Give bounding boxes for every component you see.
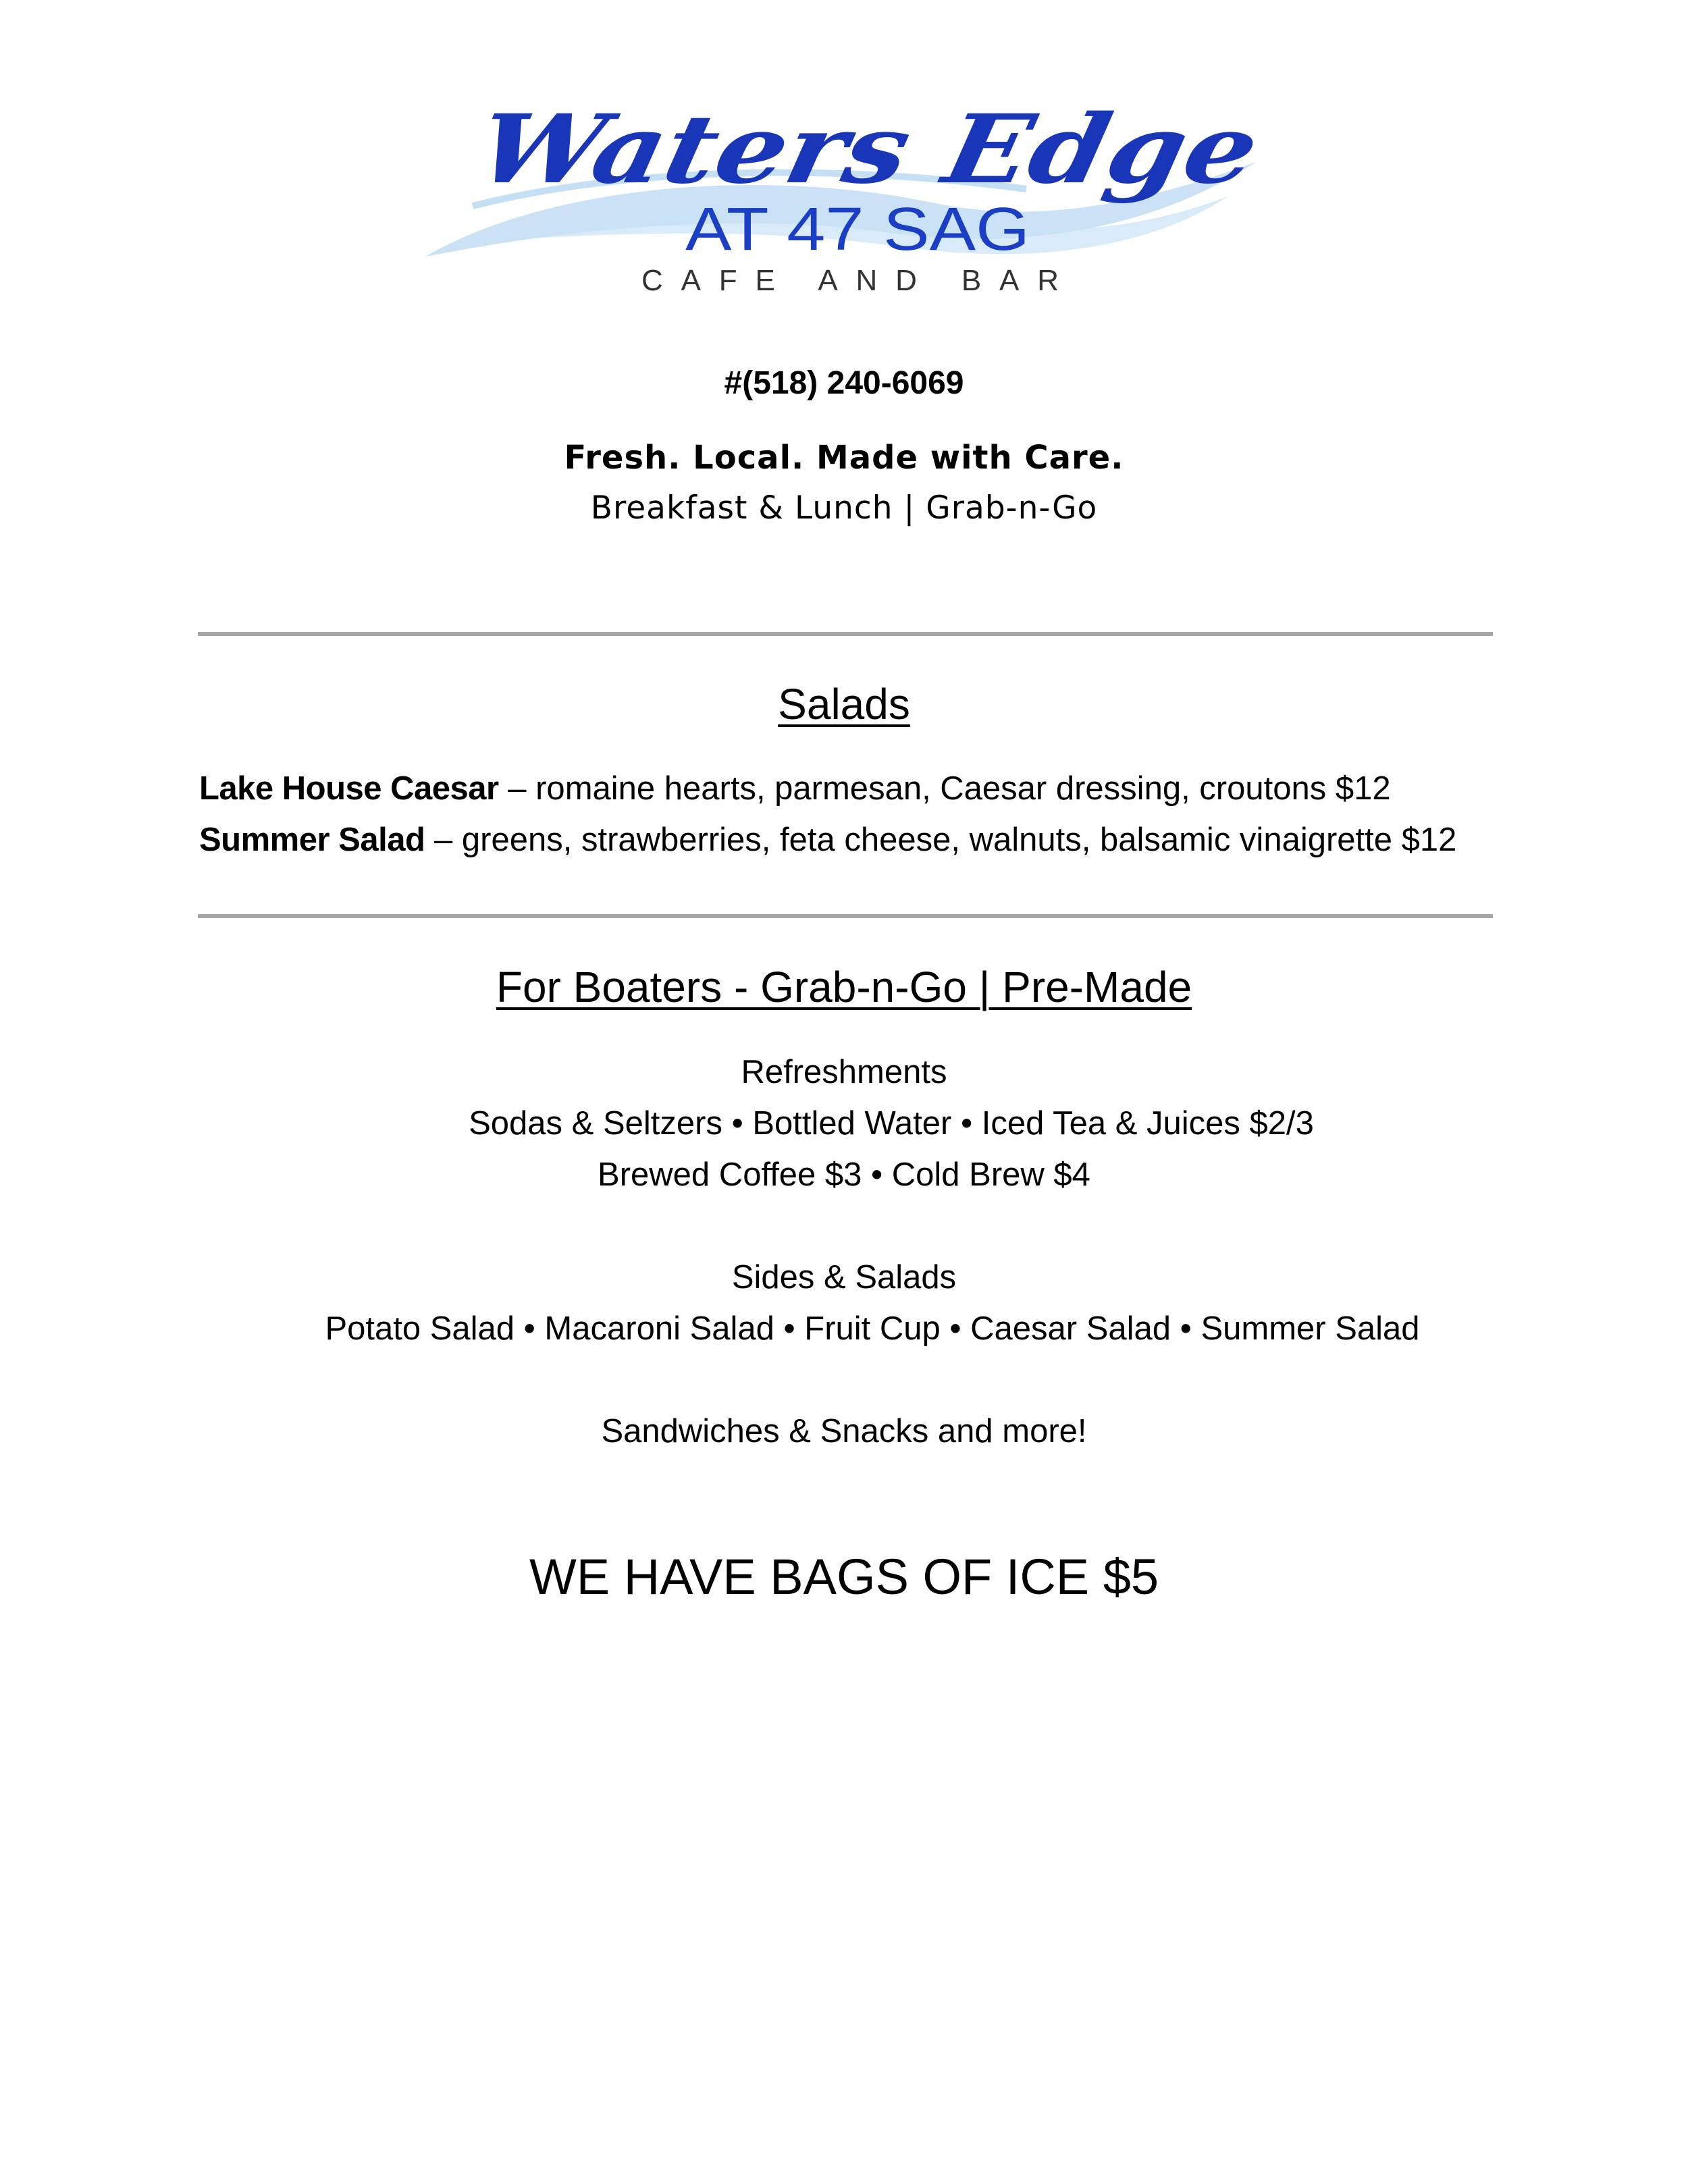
service-subtitle: Breakfast & Lunch | Grab-n-Go — [590, 489, 1098, 527]
menu-item — [199, 821, 1456, 859]
refreshments-line: Sodas & Seltzers • Bottled Water • Iced Tea & Juices $2/3 — [469, 1105, 1314, 1142]
boaters-heading: For Boaters - Grab-n-Go | Pre-Made — [496, 963, 1192, 1011]
divider — [198, 914, 1493, 918]
waters-edge-logo — [419, 88, 1276, 304]
menu-item-name: Lake House Caesar — [199, 770, 499, 807]
more-items-line: Sandwiches & Snacks and more! — [601, 1413, 1087, 1449]
logo-tagline-text: CAFE AND BAR — [641, 264, 1074, 297]
menu-item — [199, 770, 1391, 807]
sides-title: Sides & Salads — [731, 1259, 957, 1296]
phone-number: #(518) 240-6069 — [724, 365, 964, 401]
menu-item-description: – romaine hearts, parmesan, Caesar dressing, croutons $12 — [498, 770, 1391, 807]
sides-line: Potato Salad • Macaroni Salad • Fruit Cup • Caesar Salad • Summer Salad — [325, 1310, 1420, 1347]
refreshments-line: Brewed Coffee $3 • Cold Brew $4 — [598, 1156, 1090, 1193]
salads-heading: Salads — [778, 680, 910, 728]
divider — [198, 632, 1493, 636]
menu-item-name: Summer Salad — [199, 822, 425, 858]
refreshments-title: Refreshments — [741, 1054, 947, 1090]
logo-script-text: Waters Edge — [468, 94, 1155, 205]
ice-notice: WE HAVE BAGS OF ICE $5 — [529, 1549, 1159, 1605]
logo-location-text: AT 47 SAG — [685, 196, 1030, 263]
tagline: Fresh. Local. Made with Care. — [564, 439, 1124, 477]
menu-item-description: – greens, strawberries, feta cheese, walnuts, balsamic vinaigrette $12 — [425, 822, 1457, 858]
